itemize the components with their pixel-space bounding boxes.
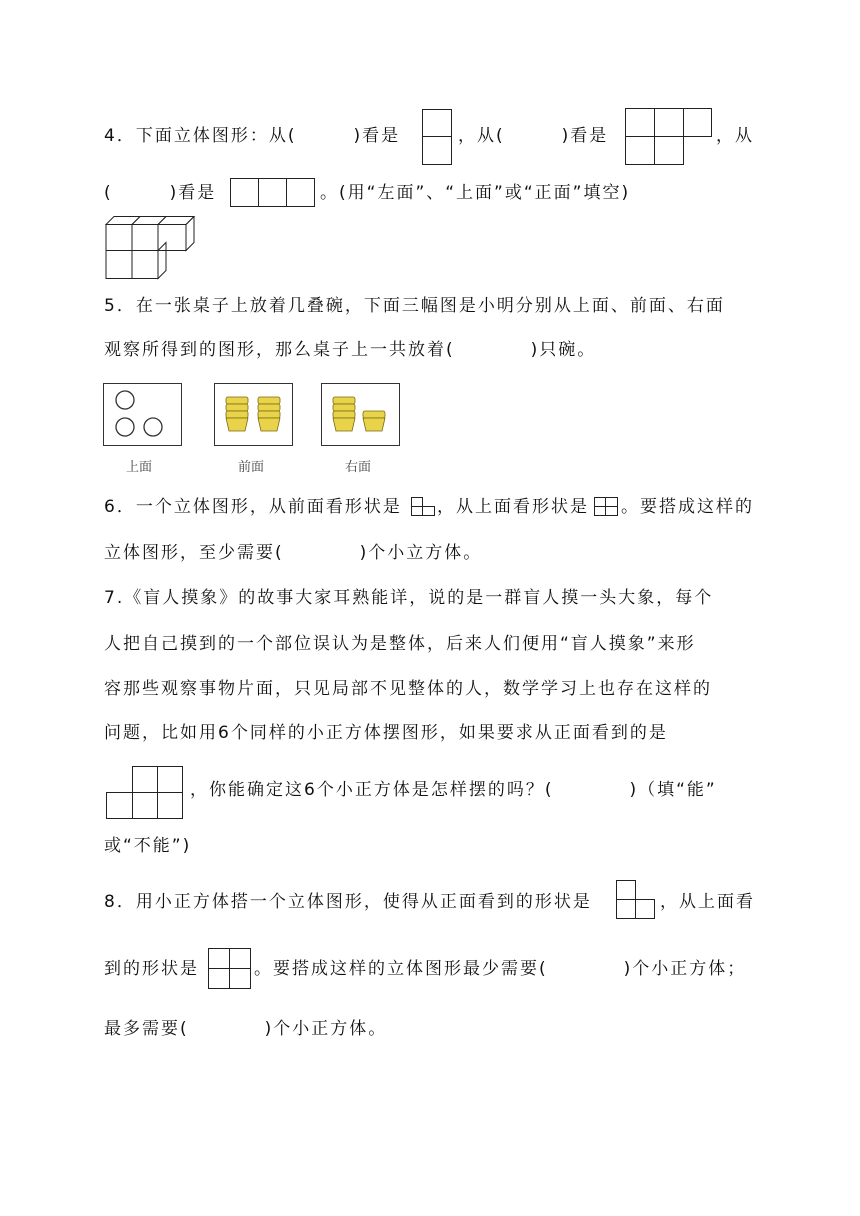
q4-line2	[104, 185, 216, 202]
q7-line5: ，你能确定这6个小正方体是怎样摆的吗？( )（填“能”	[190, 780, 717, 800]
q4-text-5: 。(用“左面”、“上面”或“正面”填空)	[320, 183, 631, 203]
q4-figure-1x3	[230, 178, 316, 208]
q4-cube-structure	[104, 216, 200, 282]
q6-text-2: ，从上面看形状是	[437, 497, 589, 517]
q4-text-4: ( )看是	[104, 183, 217, 203]
q7-front-figure	[104, 766, 184, 822]
q6-top-figure	[594, 497, 620, 517]
q6-line2: 立体图形，至少需要( )个小立方体。	[104, 543, 483, 563]
q7-line4: 问题，比如用6个同样的小正方体摆图形，如果要求从正面看到的是	[104, 723, 668, 743]
q7-line3: 容那些观察事物片面，只见局部不见整体的人，数学学习上也存在这样的	[104, 679, 712, 699]
q5-right-view	[321, 383, 401, 447]
q7-line6: 或“不能”)	[104, 836, 192, 856]
q4-line2b	[320, 185, 630, 202]
q5-front-view	[214, 383, 294, 447]
q4-text-1: 4．下面立体图形：从( )看是	[104, 126, 401, 146]
q7-line2: 人把自己摸到的一个部位误认为是整体，后来人们便用“盲人摸象”来形	[104, 634, 696, 654]
q8-text-4: 。要搭成这样的立体图形最少需要( )个小正方体；	[254, 959, 747, 979]
q8-line1b	[660, 894, 755, 911]
q6-line1	[104, 499, 402, 516]
q8-text-1: 8．用小正方体搭一个立体图形，使得从正面看到的形状是	[104, 892, 592, 912]
q6-text-3: 。要搭成这样的	[621, 497, 754, 517]
q5-line1: 5．在一张桌子上放着几叠碗，下面三幅图是小明分别从上面、前面、右面	[104, 296, 725, 316]
q5-caption-front: 前面	[238, 460, 265, 475]
q4-figure-l-shape	[625, 108, 713, 166]
q8-line3: 最多需要( )个小正方体。	[104, 1019, 388, 1039]
q8-text-2: ，从上面看	[660, 892, 755, 912]
q6-front-figure	[411, 497, 437, 517]
q8-line1	[104, 894, 592, 911]
q8-top-figure	[208, 948, 252, 990]
q4-text-2: ，从( )看是	[458, 126, 609, 146]
q4-line1	[104, 128, 400, 145]
q4-figure-1x2	[422, 109, 452, 165]
q4-text-3: ，从	[716, 126, 754, 146]
q6-text-1: 6．一个立体图形，从前面看形状是	[104, 497, 402, 517]
q5-caption-right: 右面	[345, 460, 372, 475]
q8-front-figure	[616, 880, 656, 920]
q5-top-view	[103, 383, 183, 447]
q7-line1: 7.《盲人摸象》的故事大家耳熟能详，说的是一群盲人摸一头大象，每个	[104, 588, 714, 608]
q4-line1c	[716, 128, 754, 145]
q4-line1b	[458, 128, 608, 145]
q6-line1b	[437, 499, 589, 516]
q8-line2b	[254, 961, 746, 978]
q5-caption-top: 上面	[126, 460, 153, 475]
q5-line2: 观察所得到的图形，那么桌子上一共放着( )只碗。	[104, 340, 597, 360]
q8-text-3: 到的形状是	[104, 959, 199, 979]
q6-line1c	[621, 499, 754, 516]
q8-line2	[104, 961, 199, 978]
